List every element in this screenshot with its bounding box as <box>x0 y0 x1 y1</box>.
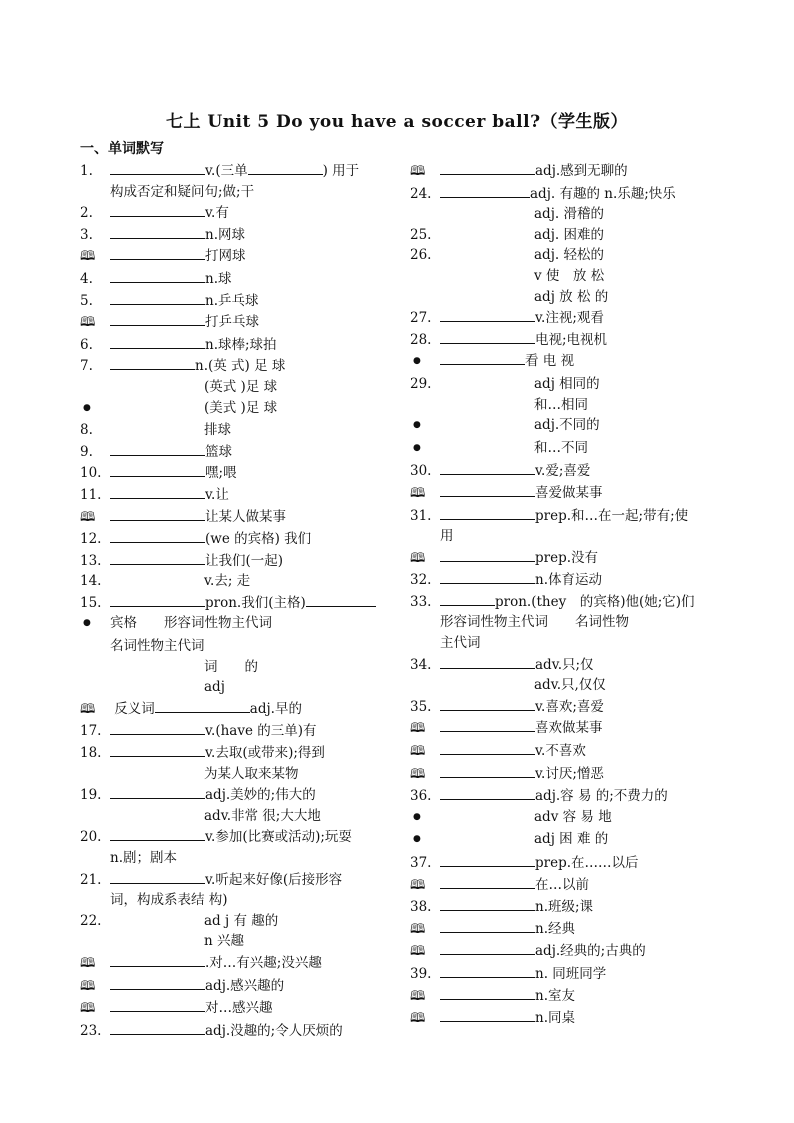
entry-number: 37. <box>410 855 432 871</box>
answer-blank[interactable] <box>440 329 535 344</box>
entry-number: 33. <box>410 593 432 610</box>
entry-text: adj.感到无聊的 <box>535 163 628 179</box>
entry-text: n 兴趣 <box>204 933 244 950</box>
entry-number: 24. <box>410 185 432 202</box>
book-icon <box>410 941 440 963</box>
vocab-entry <box>80 742 398 764</box>
entry-text: adj.不同的 <box>534 417 600 434</box>
entry-number: 3. <box>80 226 93 243</box>
entry-number: 22. <box>80 912 102 929</box>
entry-number: 31. <box>410 507 432 524</box>
entry-number: 26. <box>410 247 432 264</box>
entry-text: 和…不同 <box>534 439 588 456</box>
vocab-entry <box>80 224 398 246</box>
vocab-entry <box>80 657 398 678</box>
vocab-entry <box>410 460 710 482</box>
vocab-entry <box>80 550 398 572</box>
entry-text: 宾格 形容词性物主代词 <box>110 615 272 632</box>
book-icon <box>410 483 440 505</box>
entry-text: adj.早的 <box>249 700 302 717</box>
entry-text: adj. 滑稽的 <box>534 206 604 223</box>
entry-number: 32. <box>410 572 432 589</box>
entry-text: 排球 <box>204 422 231 439</box>
entry-text: 对…感兴趣 <box>205 1000 273 1017</box>
vocab-entry <box>80 997 398 1020</box>
answer-blank[interactable] <box>440 307 535 322</box>
entry-number: 10. <box>80 465 102 482</box>
entry-text: 打乒乓球 <box>205 314 259 331</box>
answer-blank[interactable] <box>110 268 205 283</box>
vocab-entry <box>80 592 398 614</box>
entry-text: 用 <box>440 528 454 545</box>
vocab-entry <box>410 852 710 874</box>
vocab-entry <box>410 896 710 918</box>
entry-text: adv 容 易 地 <box>534 808 612 825</box>
entry-text: 为某人取来某物 <box>204 765 299 782</box>
entry-text: .对…有兴趣;没兴趣 <box>205 954 322 971</box>
book-icon <box>410 548 440 570</box>
answer-blank[interactable] <box>440 654 535 669</box>
book-icon <box>410 875 440 897</box>
vocab-entry <box>410 287 710 308</box>
entry-text: 反义词 <box>110 700 155 717</box>
vocab-entry <box>410 204 710 225</box>
entry-text: n.剧；剧本 <box>110 850 177 866</box>
entry-number: 38. <box>410 899 432 916</box>
answer-blank[interactable] <box>110 1020 205 1035</box>
entry-text: adj 困 难 的 <box>534 831 609 848</box>
entry-number: 1. <box>80 163 93 179</box>
entry-text: 构成否定和疑问句;做;干 <box>110 183 255 200</box>
vocab-entry <box>410 438 710 461</box>
entry-text: adj.美妙的;伟大的 <box>205 787 316 804</box>
book-icon <box>410 919 440 941</box>
book-icon <box>80 507 110 529</box>
entry-text: adj 相同的 <box>534 375 600 392</box>
vocab-entry <box>410 612 710 633</box>
entry-text: adj.容 易 的;不费力的 <box>535 788 668 805</box>
vocab-entry <box>410 266 710 287</box>
book-icon <box>410 764 440 786</box>
vocab-entry <box>80 1020 398 1042</box>
left-column <box>80 160 398 1041</box>
answer-blank[interactable] <box>440 785 535 800</box>
dot-bullet-icon <box>410 438 534 461</box>
entry-text: adj 放 松 的 <box>534 288 609 305</box>
vocab-entry <box>80 420 398 441</box>
entry-number: 8. <box>80 422 93 439</box>
book-icon <box>410 986 440 1008</box>
answer-blank[interactable] <box>440 482 535 497</box>
dot-bullet-icon <box>410 351 440 374</box>
vocab-entry <box>410 183 710 205</box>
vocab-entry <box>80 784 398 806</box>
answer-blank[interactable] <box>440 696 535 711</box>
vocab-entry <box>80 869 398 891</box>
entry-number: 23. <box>80 1022 102 1039</box>
entry-text: v 使 放 松 <box>534 267 605 284</box>
entry-number: 15. <box>80 594 102 611</box>
vocab-entry <box>410 785 710 807</box>
answer-blank[interactable] <box>440 1007 535 1022</box>
entry-text: n.球棒;球拍 <box>205 336 277 353</box>
entry-text: prep.在……以后 <box>535 855 639 871</box>
answer-blank[interactable] <box>110 826 205 841</box>
vocab-entry <box>410 350 710 374</box>
vocab-entry <box>80 890 398 911</box>
vocab-entry <box>80 268 398 290</box>
answer-blank[interactable] <box>110 975 205 990</box>
vocab-entry <box>80 613 398 636</box>
vocab-entry <box>80 245 398 268</box>
answer-blank[interactable] <box>110 506 205 521</box>
entry-number: 2. <box>80 205 93 222</box>
vocab-entry <box>80 484 398 506</box>
entry-text: 打网球 <box>205 248 246 265</box>
answer-blank[interactable] <box>110 462 205 477</box>
entry-number: 27. <box>410 310 432 327</box>
answer-blank[interactable] <box>110 952 205 967</box>
vocab-entry <box>410 1007 710 1030</box>
entry-text: v.去; 走 <box>204 573 251 590</box>
entry-number: 6. <box>80 336 93 353</box>
answer-blank[interactable] <box>110 720 205 735</box>
vocab-entry <box>80 764 398 785</box>
entry-number: 14. <box>80 573 102 590</box>
entry-text: v.喜欢;喜爱 <box>535 698 604 715</box>
entry-text: n.(英 式) 足 球 <box>195 358 286 375</box>
entry-number: 18. <box>80 745 102 762</box>
answer-blank[interactable] <box>440 852 535 867</box>
answer-blank[interactable] <box>110 784 205 799</box>
vocab-entry <box>410 547 710 570</box>
entry-text: v.参加(比赛或活动);玩耍 <box>205 829 352 846</box>
vocab-entry <box>410 526 710 547</box>
vocab-entry <box>80 182 398 203</box>
answer-blank[interactable] <box>440 183 530 198</box>
vocab-entry <box>410 985 710 1008</box>
entry-text: n.乒乓球 <box>205 292 259 309</box>
answer-blank[interactable] <box>110 528 205 543</box>
entry-number: 13. <box>80 552 102 569</box>
entry-text: adj.没趣的;令人厌烦的 <box>205 1022 343 1039</box>
vocab-entry <box>80 398 398 421</box>
vocab-entry <box>80 506 398 529</box>
entry-number: 21. <box>80 871 102 888</box>
entry-text: ad j 有 趣的 <box>204 912 279 929</box>
entry-text: v.去取(或带来);得到 <box>205 745 325 762</box>
answer-blank[interactable] <box>110 355 195 370</box>
entry-text: 主代词 <box>440 635 481 652</box>
entry-number: 5. <box>80 292 93 309</box>
entry-text: adj <box>204 679 225 696</box>
book-icon <box>410 1008 440 1030</box>
entry-text: 让我们(一起) <box>205 552 284 569</box>
entry-text: v.有 <box>205 205 229 222</box>
book-icon <box>80 246 110 268</box>
entry-text: v.注视;观看 <box>535 310 604 327</box>
entry-text: v.(have 的三单)有 <box>205 723 317 740</box>
answer-blank[interactable] <box>440 160 535 175</box>
entry-text: prep.没有 <box>535 549 599 566</box>
answer-blank[interactable] <box>440 717 535 732</box>
vocab-entry <box>410 963 710 985</box>
vocab-entry <box>410 329 710 351</box>
entry-text: n.球 <box>205 270 232 287</box>
entry-text: (英式 )足 球 <box>204 378 278 395</box>
entry-number: 11. <box>80 486 102 503</box>
entry-text: v.不喜欢 <box>535 743 586 760</box>
entry-text: 让某人做某事 <box>205 508 286 525</box>
vocab-entry <box>80 952 398 975</box>
vocab-entry <box>80 848 398 869</box>
vocab-entry <box>410 829 710 852</box>
answer-blank[interactable] <box>440 874 535 889</box>
book-icon <box>410 741 440 763</box>
answer-blank[interactable] <box>440 740 535 755</box>
dot-bullet-icon <box>410 415 534 438</box>
vocab-entry <box>410 225 710 246</box>
answer-blank[interactable] <box>440 963 535 978</box>
answer-blank[interactable] <box>110 592 205 607</box>
answer-blank[interactable] <box>110 550 205 565</box>
entry-number: 19. <box>80 787 102 804</box>
answer-blank[interactable] <box>110 160 205 175</box>
answer-blank[interactable] <box>440 896 535 911</box>
vocab-entry <box>410 740 710 763</box>
book-icon <box>80 976 110 998</box>
answer-blank[interactable] <box>110 311 205 326</box>
entry-text: 嘿;喂 <box>205 465 237 482</box>
answer-blank[interactable] <box>440 505 535 520</box>
entry-text: ) 用于 <box>322 163 360 179</box>
page-title: 七上 Unit 5 Do you have a soccer ball?（学生版） <box>165 112 629 132</box>
answer-blank[interactable] <box>110 997 205 1012</box>
entry-text: adj.感兴趣的 <box>205 977 285 994</box>
vocab-entry <box>80 377 398 398</box>
entry-number: 17. <box>80 723 102 740</box>
book-icon <box>80 998 110 1020</box>
entry-text: adv.只;仅 <box>535 656 594 673</box>
dot-bullet-icon <box>410 807 534 830</box>
answer-blank[interactable] <box>110 484 205 499</box>
answer-blank[interactable] <box>440 985 535 1000</box>
entry-number: 39. <box>410 965 432 982</box>
vocab-entry <box>410 633 710 654</box>
entry-text: adv.非常 很;大大地 <box>204 807 321 824</box>
answer-blank[interactable] <box>110 334 205 349</box>
vocab-entry <box>410 374 710 395</box>
answer-blank[interactable] <box>110 290 205 305</box>
entry-text: adv.只,仅仅 <box>534 677 606 694</box>
vocab-entry <box>80 571 398 592</box>
entry-text: prep.和…在一起;带有;使 <box>535 507 689 524</box>
vocab-entry <box>80 528 398 550</box>
entry-text: 名词性物主代词 <box>110 638 205 655</box>
entry-number: 30. <box>410 463 432 480</box>
vocab-entry <box>410 807 710 830</box>
dot-bullet-icon <box>80 398 204 421</box>
vocab-entry <box>410 307 710 329</box>
vocab-entry <box>410 569 710 591</box>
entry-text: n. 同班同学 <box>535 965 607 982</box>
right-column <box>410 160 710 1030</box>
vocab-entry <box>410 482 710 505</box>
entry-text: 喜爱做某事 <box>535 484 603 501</box>
vocab-entry <box>80 806 398 827</box>
vocab-entry <box>80 311 398 334</box>
entry-text: v.爱;喜爱 <box>535 463 591 480</box>
entry-text: 篮球 <box>205 443 232 460</box>
vocab-entry <box>80 931 398 952</box>
vocab-entry <box>80 290 398 312</box>
answer-blank[interactable] <box>440 350 525 365</box>
entry-text: n.同桌 <box>535 1010 575 1027</box>
vocab-entry <box>410 160 710 183</box>
book-icon <box>410 161 440 183</box>
answer-blank[interactable] <box>440 591 495 606</box>
vocab-entry <box>80 677 398 698</box>
entry-text: n.经典 <box>535 920 575 937</box>
entry-text: v.讨厌;憎恶 <box>535 765 604 782</box>
book-icon <box>80 699 110 721</box>
entry-number: 12. <box>80 531 102 548</box>
entry-number: 36. <box>410 788 432 805</box>
entry-number: 9. <box>80 443 93 460</box>
vocab-entry <box>80 334 398 356</box>
dot-bullet-icon <box>410 829 534 852</box>
vocab-entry <box>410 675 710 696</box>
vocab-entry <box>410 395 710 416</box>
entry-number: 25. <box>410 226 432 243</box>
vocab-entry <box>410 415 710 438</box>
vocab-entry <box>80 698 398 721</box>
entry-number: 20. <box>80 829 102 846</box>
entry-number: 29. <box>410 375 432 392</box>
vocab-entry <box>410 591 710 613</box>
answer-blank[interactable] <box>110 202 205 217</box>
entry-text: pron.(they 的宾格)他(她;它)们 <box>495 593 695 610</box>
book-icon <box>410 718 440 740</box>
entry-text: n.班级;课 <box>535 899 594 916</box>
answer-blank[interactable] <box>306 592 376 607</box>
entry-text: v.让 <box>205 486 229 503</box>
vocab-entry <box>80 720 398 742</box>
entry-number: 7. <box>80 358 93 375</box>
vocab-entry <box>410 940 710 963</box>
answer-blank[interactable] <box>248 160 323 175</box>
vocab-entry <box>410 505 710 527</box>
entry-text: 看 电 视 <box>525 353 575 370</box>
entry-text: n.网球 <box>205 226 245 243</box>
dot-bullet-icon <box>80 613 110 636</box>
vocab-entry <box>80 462 398 484</box>
entry-text: 喜欢做某事 <box>535 720 603 737</box>
answer-blank[interactable] <box>110 742 205 757</box>
book-icon <box>80 312 110 334</box>
entry-text: (美式 )足 球 <box>204 399 278 416</box>
answer-blank[interactable] <box>110 869 205 884</box>
entry-text: 和…相同 <box>534 396 588 413</box>
vocab-entry <box>410 654 710 676</box>
entry-text: 形容词性物主代词 名词性物 <box>440 614 629 631</box>
vocab-entry <box>80 911 398 932</box>
book-icon <box>80 953 110 975</box>
answer-blank[interactable] <box>440 918 535 933</box>
entry-text: n.室友 <box>535 987 575 1004</box>
entry-text: 在…以前 <box>535 876 589 893</box>
answer-blank[interactable] <box>440 547 535 562</box>
entry-text: 词 的 <box>204 658 258 675</box>
vocab-entry <box>80 636 398 657</box>
answer-blank[interactable] <box>440 940 535 955</box>
vocab-entry <box>410 696 710 718</box>
entry-text: v.(三单 <box>205 163 248 179</box>
entry-text: pron.我们(主格) <box>205 594 306 611</box>
entry-number: 34. <box>410 656 432 673</box>
entry-text: v.听起来好像(后接形容 <box>205 871 343 888</box>
entry-text: adj. 有趣的 n.乐趣;快乐 <box>530 185 676 202</box>
vocab-entry <box>410 918 710 941</box>
entry-number: 35. <box>410 698 432 715</box>
vocab-entry <box>80 826 398 848</box>
answer-blank[interactable] <box>440 763 535 778</box>
vocab-entry <box>410 245 710 266</box>
entry-text: 电视;电视机 <box>535 331 608 348</box>
entry-text: n.体育运动 <box>535 572 602 589</box>
entry-number: 28. <box>410 331 432 348</box>
entry-text: (we 的宾格) 我们 <box>205 531 312 548</box>
vocab-entry <box>80 441 398 463</box>
vocab-entry <box>410 763 710 786</box>
entry-text: adj. 困难的 <box>534 226 604 243</box>
vocab-entry <box>410 874 710 897</box>
answer-blank[interactable] <box>440 569 535 584</box>
answer-blank[interactable] <box>110 441 205 456</box>
entry-text: adj. 轻松的 <box>534 247 604 264</box>
entry-number: 4. <box>80 270 93 287</box>
answer-blank[interactable] <box>110 224 205 239</box>
vocab-entry <box>80 202 398 224</box>
answer-blank[interactable] <box>110 245 205 260</box>
entry-text: adj.经典的;古典的 <box>535 943 646 960</box>
answer-blank[interactable] <box>440 460 535 475</box>
vocab-entry <box>80 975 398 998</box>
vocab-entry <box>80 355 398 377</box>
answer-blank[interactable] <box>155 698 250 713</box>
entry-text: 词，构成系表结 构) <box>110 892 228 909</box>
vocab-entry <box>80 160 398 182</box>
vocab-entry <box>410 717 710 740</box>
section-heading: 一、单词默写 <box>80 141 164 157</box>
